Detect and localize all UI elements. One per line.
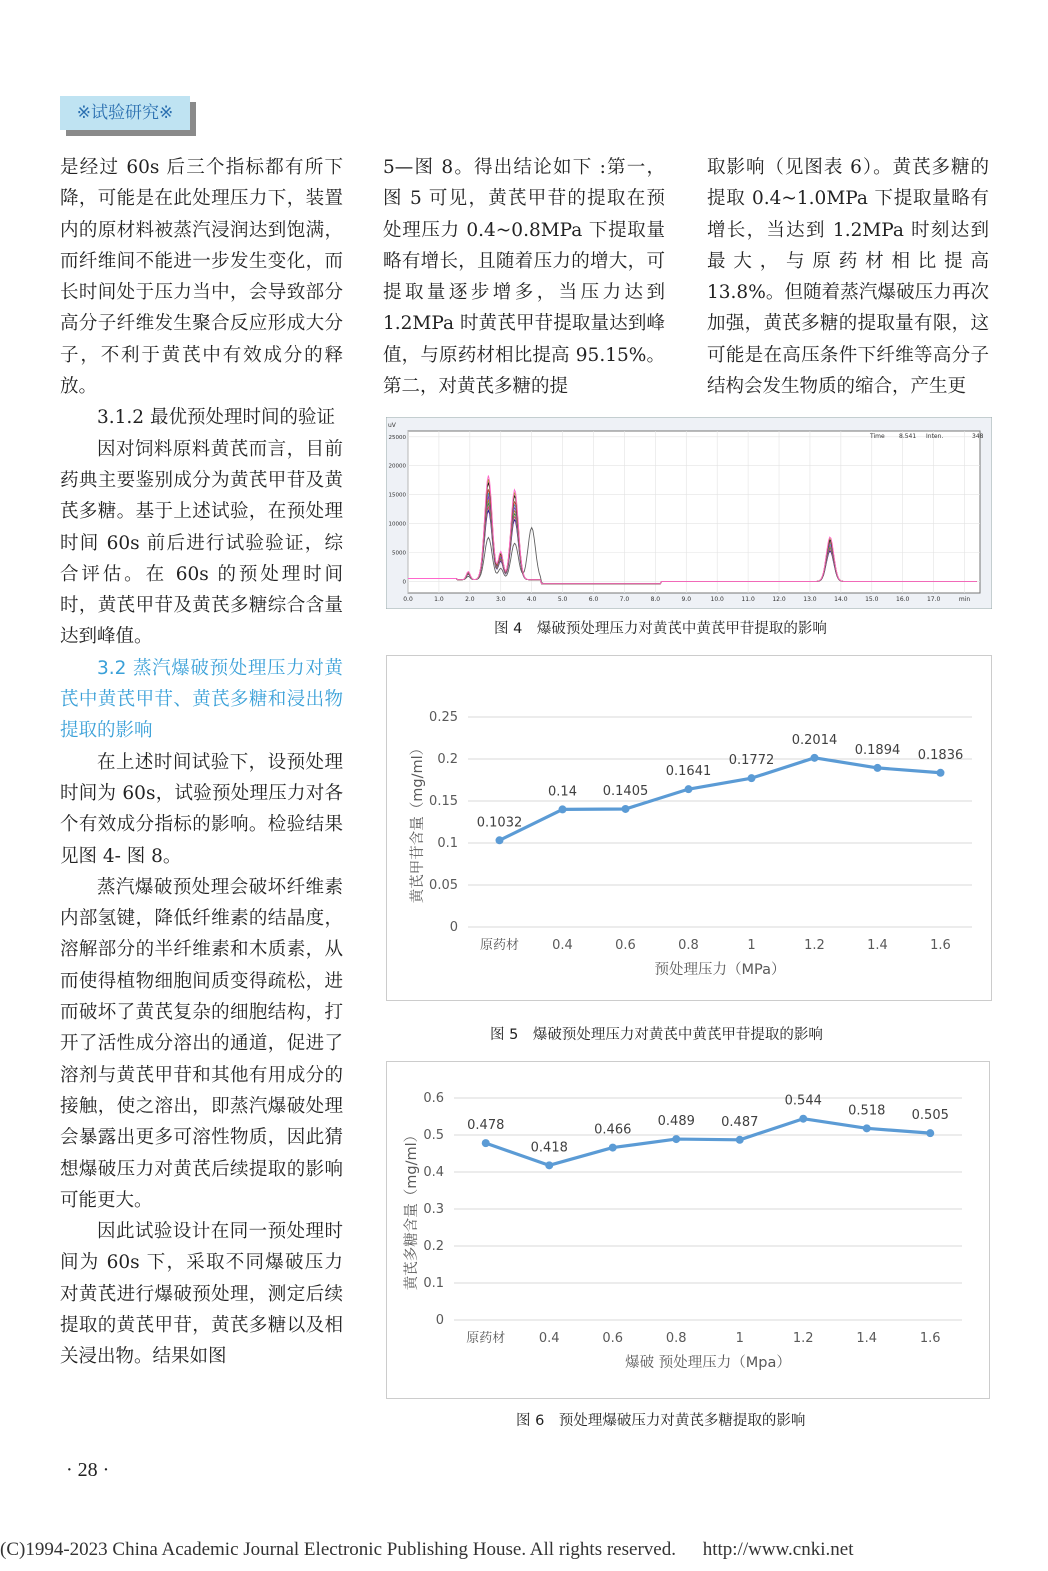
figure-6-chart xyxy=(386,1061,988,1397)
data-point xyxy=(863,1124,871,1132)
time-label: Time xyxy=(870,433,885,440)
data-label: 0.489 xyxy=(657,1114,695,1130)
data-point xyxy=(937,769,945,777)
x-tick-label: 6.0 xyxy=(588,596,599,603)
y-tick-label: 0.05 xyxy=(429,878,458,893)
y-axis-title: 黄芪甲苷含量（mg/ml） xyxy=(410,740,426,904)
y-tick-label: 0.1 xyxy=(423,1276,444,1291)
y-tick-label: 0.3 xyxy=(423,1202,444,1217)
figure-5-caption: 图 5 爆破预处理压力对黄芪中黄芪甲苷提取的影响 xyxy=(490,1027,823,1043)
copyright: (C)1994-2023 China Academic Journal Electronic Publishing House. All rights reserved. xyxy=(0,1539,676,1560)
inten-label: Inten. xyxy=(926,433,944,440)
y-tick-label: 25000 xyxy=(388,434,406,441)
data-point xyxy=(811,754,819,762)
data-point xyxy=(609,1144,617,1152)
x-tick-label: 13.0 xyxy=(803,596,817,603)
data-label: 0.1772 xyxy=(728,753,775,769)
x-tick-label: 1.2 xyxy=(792,1331,814,1346)
paragraph: 5—图 8。得出结论如下 :第一，图 5 可见，黄芪甲苷的提取在预处理压力 0.4~0.8MPa 下提取量略有增长，且随着压力的增大，可提取量逐步增多，当压力达到 1.2MPa 时黄芪甲苷提取量达到峰值，与原药材相比提高 95.15%。第二，对黄芪多糖的提 xyxy=(383,157,665,398)
footer-url: http://www.cnki.net xyxy=(702,1539,854,1560)
x-tick-label: 1.2 xyxy=(804,938,825,953)
data-label: 0.418 xyxy=(530,1140,568,1156)
x-tick-label: 1.0 xyxy=(434,596,444,603)
data-point xyxy=(736,1136,744,1144)
x-tick-label: 11.0 xyxy=(741,596,755,603)
x-tick-label: 8.0 xyxy=(650,596,661,603)
paragraph: 在上述时间试验下，设预处理时间为 60s，试验预处理压力对各个有效成分指标的影响。检验结果见图 4- 图 8。 xyxy=(60,751,343,867)
figure-6-caption: 图 6 预处理爆破压力对黄芪多糖提取的影响 xyxy=(516,1413,806,1429)
column-1 xyxy=(60,152,343,1373)
x-tick-label: 3.0 xyxy=(495,596,506,603)
x-tick-label: 0.4 xyxy=(552,938,573,953)
y-tick-label: 0.1 xyxy=(437,836,458,851)
data-label: 0.1894 xyxy=(854,742,901,758)
corner-value: 348 xyxy=(972,433,984,440)
x-tick-label: 4.0 xyxy=(526,596,537,603)
data-point xyxy=(672,1135,680,1143)
data-label: 0.1836 xyxy=(917,747,964,763)
x-tick-label: 1 xyxy=(735,1331,744,1346)
paragraph: 因此试验设计在同一预处理时间为 60s 下，采取不同爆破压力对黄芪进行爆破预处理，测定后续提取的黄芪甲苷，黄芪多糖以及相关浸出物。结果如图 xyxy=(60,1221,343,1368)
x-tick-label: 原药材 xyxy=(466,1331,506,1346)
column-3 xyxy=(707,152,989,402)
data-label: 0.1641 xyxy=(665,764,712,780)
x-tick-label: 14.0 xyxy=(834,596,848,603)
x-axis-title: 爆破 预处理压力（Mpa） xyxy=(625,1355,791,1371)
x-axis-title: 预处理压力（MPa） xyxy=(654,962,786,978)
figure-5-chart xyxy=(386,655,990,999)
x-tick-label: 16.0 xyxy=(896,596,910,603)
data-label: 0.2014 xyxy=(791,732,838,748)
x-tick-label: 原药材 xyxy=(479,938,520,953)
time-value: 8.541 xyxy=(899,433,917,440)
data-point xyxy=(926,1129,934,1137)
data-label: 0.518 xyxy=(848,1103,886,1119)
y-tick-label: 20000 xyxy=(388,463,406,470)
data-point xyxy=(545,1161,553,1169)
data-point xyxy=(496,836,504,844)
page-number: · 28 · xyxy=(66,1459,110,1481)
y-tick-label: 0 xyxy=(449,920,458,935)
data-label: 0.478 xyxy=(467,1118,505,1134)
x-tick-label: min xyxy=(958,596,971,603)
y-tick-label: 0 xyxy=(435,1313,444,1328)
x-tick-label: 0.4 xyxy=(538,1331,560,1346)
y-unit: uV xyxy=(388,422,396,429)
y-tick-label: 0.2 xyxy=(423,1239,444,1254)
figure-4-chromatogram xyxy=(386,417,992,609)
y-tick-label: 0.5 xyxy=(423,1128,444,1143)
x-tick-label: 0.6 xyxy=(615,938,636,953)
data-point xyxy=(482,1139,490,1147)
y-tick-label: 0.6 xyxy=(423,1091,444,1106)
y-tick-label: 0 xyxy=(402,579,406,586)
x-tick-label: 0.6 xyxy=(602,1331,624,1346)
paragraph: 因对饲料原料黄芪而言，目前药典主要鉴别成分为黄芪甲苷及黄芪多糖。基于上述试验，在预处理时间 60s 前后进行试验验证，综合评估。在 60s 的预处理时间时，黄芪甲苷及黄芪多糖综合含量达到峰值。 xyxy=(60,438,343,648)
y-tick-label: 5000 xyxy=(392,550,406,557)
y-tick-label: 0.4 xyxy=(423,1165,444,1180)
x-tick-label: 15.0 xyxy=(865,596,879,603)
x-tick-label: 9.0 xyxy=(681,596,692,603)
y-tick-label: 0.2 xyxy=(437,752,458,767)
x-tick-label: 0.8 xyxy=(665,1331,687,1346)
y-tick-label: 15000 xyxy=(388,492,406,499)
x-tick-label: 1.6 xyxy=(919,1331,941,1346)
data-label: 0.487 xyxy=(721,1114,759,1130)
x-tick-label: 0.0 xyxy=(403,596,413,603)
x-tick-label: 1 xyxy=(747,938,756,953)
x-tick-label: 1.4 xyxy=(867,938,888,953)
figure-4-caption: 图 4 爆破预处理压力对黄芪中黄芪甲苷提取的影响 xyxy=(494,621,827,637)
data-label: 0.1405 xyxy=(602,783,649,799)
paragraph: 蒸汽爆破预处理会破坏纤维素内部氢键，降低纤维素的结晶度，溶解部分的半纤维素和木质素，从而使得植物细胞间质变得疏松，进而破坏了黄芪复杂的细胞结构，打开了活性成分溶出的通道，促进了溶剂与黄芪甲苷和其他有用成分的接触，使之溶出，即蒸汽爆破处理会暴露出更多可溶性物质，因此猜想爆破压力对黄芪后续提取的影响可能更大。 xyxy=(60,876,343,1211)
section-tag: ※试验研究※ xyxy=(60,96,190,130)
x-tick-label: 7.0 xyxy=(619,596,630,603)
x-tick-label: 5.0 xyxy=(557,596,568,603)
paragraph: 是经过 60s 后三个指标都有所下降，可能是在此处理压力下，装置内的原材料被蒸汽浸润达到饱满，而纤维间不能进一步发生变化，而长时间处于压力当中，会导致部分高分子纤维发生聚合反应形成大分子，不利于黄芪中有效成分的释放。 xyxy=(60,157,343,398)
x-tick-label: 12.0 xyxy=(772,596,786,603)
data-label: 0.466 xyxy=(594,1122,632,1138)
x-tick-label: 17.0 xyxy=(926,596,941,603)
data-point xyxy=(799,1115,807,1123)
data-label: 0.544 xyxy=(784,1093,822,1109)
y-tick-label: 10000 xyxy=(388,521,406,528)
x-tick-label: 2.0 xyxy=(465,596,475,603)
data-point xyxy=(622,805,630,813)
x-tick-label: 0.8 xyxy=(678,938,699,953)
heading-3-1-2: 3.1.2 最优预处理时间的验证 xyxy=(97,407,335,429)
data-point xyxy=(685,785,693,793)
data-point xyxy=(874,764,882,772)
footer xyxy=(0,1539,1048,1561)
paragraph: 取影响（见图表 6）。黄芪多糖的提取 0.4~1.0MPa 下提取量略有增长，当达到 1.2MPa 时刻达到最大，与原药材相比提高 13.8%。但随着蒸汽爆破压力再次加强，黄芪多糖的提取量有限，这可能是在高压条件下纤维等高分子结构会发生物质的缩合，产生更 xyxy=(707,157,989,398)
heading-3-2: 3.2 蒸汽爆破预处理压力对黄芪中黄芪甲苷、黄芪多糖和浸出物提取的影响 xyxy=(60,657,343,742)
data-point xyxy=(559,805,567,813)
x-tick-label: 1.4 xyxy=(856,1331,878,1346)
data-label: 0.505 xyxy=(911,1108,949,1124)
x-tick-label: 10.0 xyxy=(710,596,724,603)
data-label: 0.1032 xyxy=(476,815,523,831)
data-point xyxy=(748,774,756,782)
column-2 xyxy=(383,152,665,402)
y-tick-label: 0.15 xyxy=(429,794,458,809)
y-tick-label: 0.25 xyxy=(429,710,458,725)
x-tick-label: 1.6 xyxy=(930,938,951,953)
y-axis-title: 黄芪多糖含量（mg/ml） xyxy=(404,1127,420,1291)
data-label: 0.14 xyxy=(548,784,577,800)
